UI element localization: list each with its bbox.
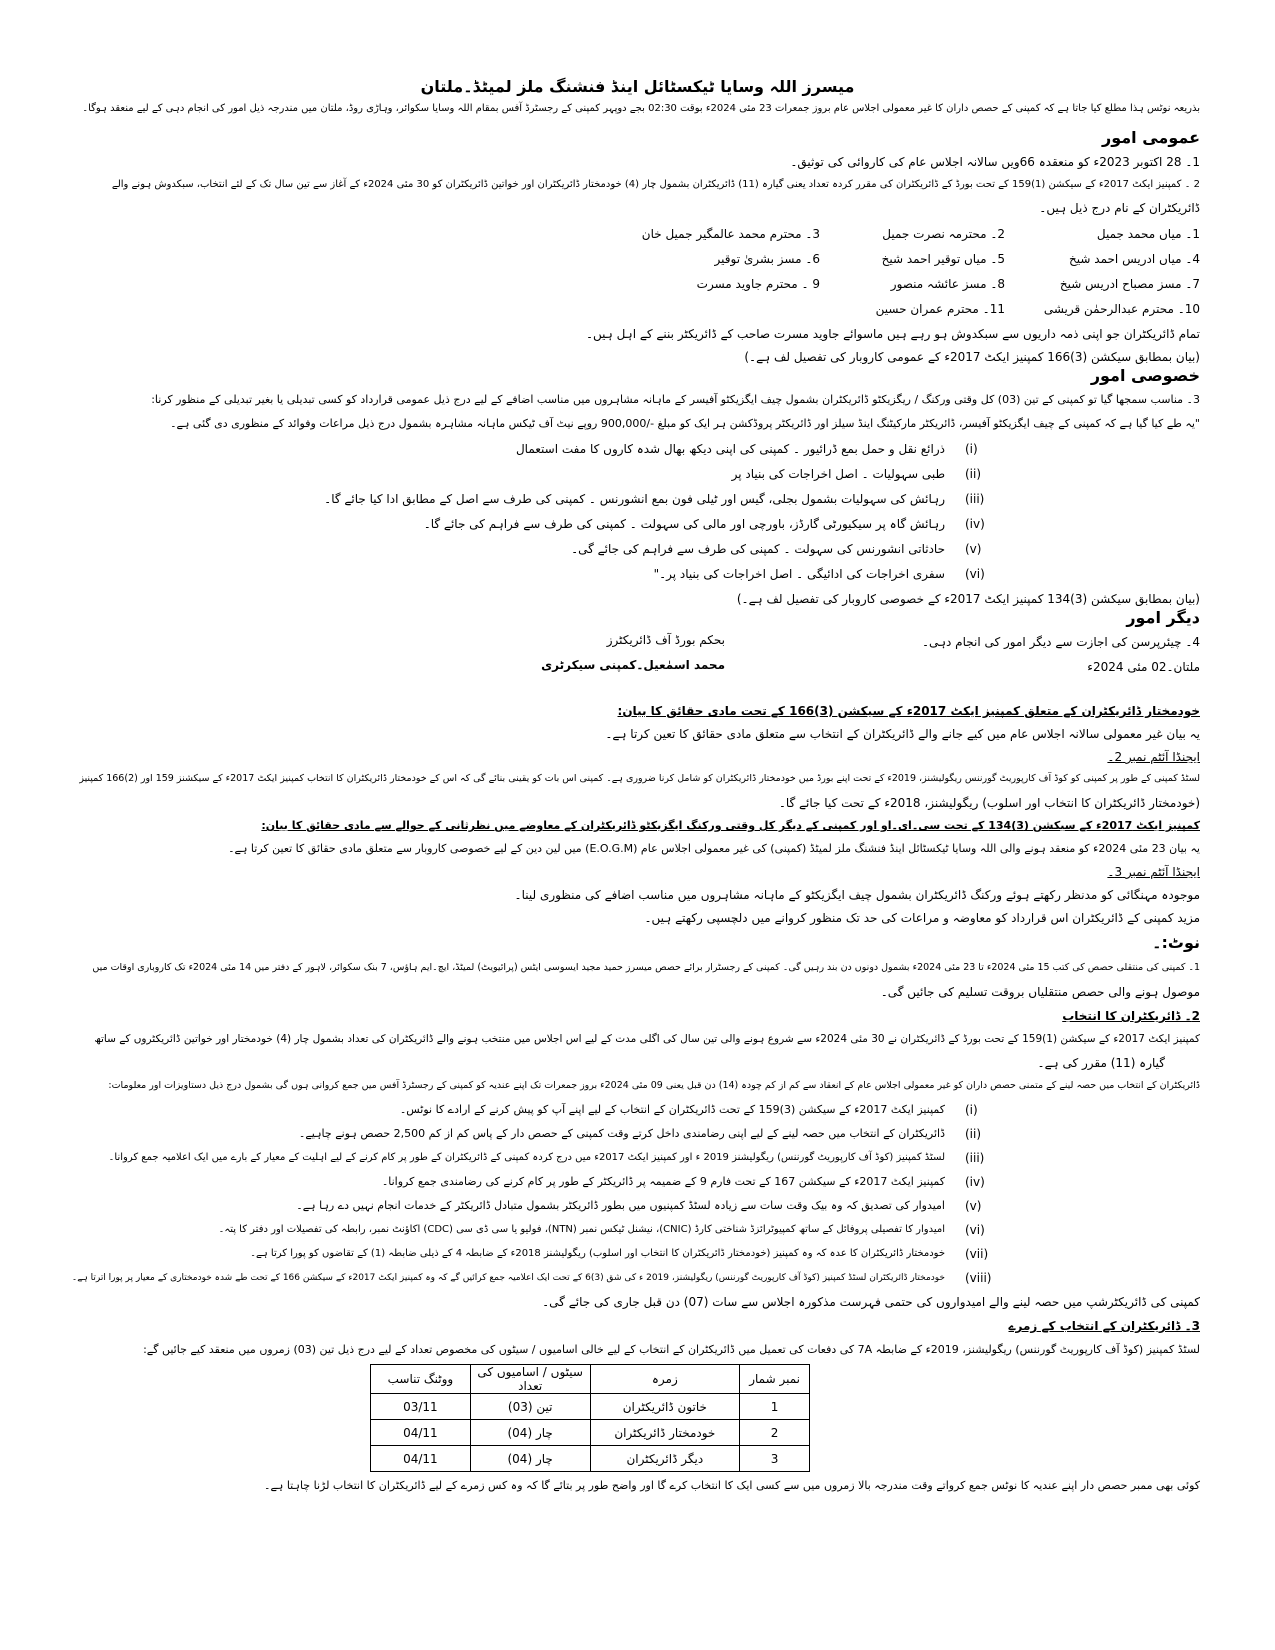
requirement-number: (i) (965, 1103, 978, 1117)
director-9: 9 ۔ محترم جاوید مسرت (696, 277, 820, 291)
note-2-heading: 2۔ ڈائریکٹران کا انتخاب (1062, 1009, 1200, 1023)
board-order: بحکم بورڈ آف ڈائریکٹرز (606, 633, 725, 647)
other-heading: دیگر امور (1126, 608, 1200, 627)
perk-number: (vi) (965, 567, 985, 581)
perk-number: (v) (965, 542, 982, 556)
table-header-row (371, 1365, 810, 1394)
special-item-3-line-2: "یہ طے کیا گیا ہے کہ کمپنی کے چیف ایگزیکٹو آفیسر، ڈائریکٹر مارکیٹنگ اینڈ سیلز اور ڈائریکٹر پروڈکشن ہر ایک کو مبلغ -/900,000 روپے نیٹ آف ٹیکس ماہانہ مشاہرہ بشمول درج ذیل مراعات وفوائد کے منظوری دی گئی ہے۔ (170, 417, 1200, 430)
intro-paragraph: بذریعہ نوٹس ہذا مطلع کیا جاتا ہے کہ کمپنی کے حصص داران کا غیر معمولی اجلاس عام بروز جمعرات 23 مئی 2024ء بوقت 02:30 بجے دوپہر کمپنی کے رجسٹرڈ آفس بمقام اللہ وسایا سکوائر، وہاڑی روڈ، ملتان میں مندرجہ ذیل امور کی انجام دہی کے لیے منعقد ہوگا۔ (82, 103, 1200, 114)
general-item-2-line-1: 2 ۔ کمپنیز ایکٹ 2017ء کے سیکشن (1)159 کے تحت بورڈ کے ڈائریکٹران کی مقرر کردہ تعداد یعنی گیارہ (11) ڈائریکٹران بشمول چار (4) خودمختار ڈائریکٹران اور خواتین ڈائریکٹران کو 30 مئی 2024ء کے آغاز سے تین سال تک کے لئے انتخاب، سبکدوش ہونے والے (111, 179, 1200, 190)
requirement-text: امیدوار کا تفصیلی پروفائل کے ساتھ کمپیوٹرائزڈ شناختی کارڈ (CNIC)، نیشنل ٹیکس نمبر (NTN)، فولیو یا سی ڈی سی (CDC) اکاؤنٹ نمبر، رابطہ کی تفصیلات اور دفتر کا پتہ۔ (218, 1224, 945, 1235)
header-category: زمرہ (590, 1365, 740, 1394)
requirement-number: (viii) (965, 1271, 992, 1285)
requirement-number: (iii) (965, 1151, 985, 1165)
requirement-number: (iv) (965, 1175, 985, 1189)
general-item-1: 1۔ 28 اکتوبر 2023ء کو منعقدہ 66ویں سالانہ اجلاس عام کی کاروائی کی توثیق۔ (790, 155, 1200, 169)
statement-166-heading: خودمختار ڈائریکٹران کے متعلق کمپنیز ایکٹ 2017ء کے سیکشن (3)166 کے تحت مادی حقائق کا بیان: (617, 704, 1200, 718)
statement-166-line-3: (خودمختار ڈائریکٹران کا انتخاب اور اسلوب) ریگولیشنز، 2018ء کے تحت کیا جائے گا۔ (778, 796, 1200, 810)
note-1-line-2: موصول ہونے والی حصص منتقلیاں بروقت تسلیم کی جائیں گی۔ (880, 985, 1200, 999)
header-seats: سیٹوں / اسامیوں کی تعداد (470, 1365, 590, 1394)
director-2: 2۔ محترمہ نصرت جمیل (882, 227, 1005, 241)
perk-text: سفری اخراجات کی ادائیگی ۔ اصل اخراجات کی بنیاد پر۔" (653, 567, 945, 581)
general-statement: (بیان بمطابق سیکشن (3)166 کمپنیز ایکٹ 2017ء کے عمومی کاروبار کی تفصیل لف ہے۔) (744, 350, 1200, 364)
statement-166-line-1: یہ بیان غیر معمولی سالانہ اجلاس عام میں کیے جانے والے ڈائریکٹران کے انتخاب سے متعلق مادی حقائق کا تعین کرتا ہے۔ (605, 727, 1200, 741)
note-2-line-3: ڈائریکٹران کے انتخاب میں حصہ لینے کے متمنی حصص داران کو غیر معمولی اجلاس عام کے انعقاد سے کم از کم چودہ (14) دن قبل یعنی 09 مئی 2024ء بروز جمعرات تک اپنے عندیہ کو کمپنی کے رجسٹرڈ آفس میں جمع کروانی ہوں گی بشمول درج ذیل دستاویزات اور معلومات: (108, 1080, 1200, 1091)
requirement-text: امیدوار کی تصدیق کہ وہ بیک وقت سات سے زیادہ لسٹڈ کمپنیوں میں بطور ڈائریکٹر بشمول متبادل ڈائریکٹر کے خدمات انجام نہیں دے رہا ہے۔ (296, 1199, 945, 1212)
perk-text: رہائش گاہ پر سیکیورٹی گارڈز، باورچی اور مالی کی سہولت ۔ کمپنی کی طرف سے فراہم کی جائے گا۔ (423, 517, 945, 531)
note-3-line-1: لسٹڈ کمپنیز (کوڈ آف کارپوریٹ گورننس) ریگولیشنز، 2019ء کے ضابطہ 7A کی دفعات کی تعمیل میں ڈائریکٹران کے انتخاب کے لیے خالی اسامیوں / سیٹوں کی مخصوص تعداد کے لیے درج ذیل تین (03) زمروں میں منعقد کیے جائیں گے: (143, 1343, 1200, 1356)
cell-serial: 1 (740, 1394, 810, 1420)
note-2-line-2: گیارہ (11) مقرر کی ہے۔ (1037, 1056, 1165, 1070)
director-7: 7۔ مسز مصباح ادریس شیخ (1059, 277, 1200, 291)
header-serial: نمبر شمار (740, 1365, 810, 1394)
statement-134-line-2: موجودہ مہنگائی کو مدنظر رکھتے ہوئے ورکنگ ڈائریکٹران بشمول چیف ایگزیکٹو کے ماہانہ مشاہروں میں مناسب اضافے کی منظوری لینا۔ (514, 888, 1200, 902)
cell-voting-ratio: 04/11 (371, 1446, 471, 1472)
notes-heading: نوٹ:۔ (1152, 933, 1200, 952)
perk-number: (iv) (965, 517, 985, 531)
cell-category: خودمختار ڈائریکٹران (590, 1420, 740, 1446)
perk-number: (i) (965, 442, 978, 456)
header-voting-ratio: ووٹنگ تناسب (371, 1365, 471, 1394)
cell-voting-ratio: 03/11 (371, 1394, 471, 1420)
company-secretary: محمد اسمٰعیل۔کمپنی سیکرٹری (541, 658, 725, 672)
director-6: 6۔ مسز بشریٰ توقیر (714, 252, 820, 266)
director-8: 8۔ مسز عائشہ منصور (890, 277, 1005, 291)
requirement-number: (v) (965, 1199, 982, 1213)
special-heading: خصوصی امور (1090, 366, 1200, 385)
notice-date: ملتان۔02 مئی 2024ء (1087, 660, 1200, 674)
note-3-heading: 3۔ ڈائریکٹران کے انتخاب کے زمرے (1008, 1319, 1200, 1333)
requirement-number: (vii) (965, 1247, 989, 1261)
general-heading: عمومی امور (1102, 128, 1200, 147)
special-statement: (بیان بمطابق سیکشن (3)134 کمپنیز ایکٹ 2017ء کے خصوصی کاروبار کی تفصیل لف ہے۔) (736, 592, 1200, 606)
table-row (371, 1446, 810, 1472)
statement-134-line-3: مزید کمپنی کے ڈائریکٹران اس قرارداد کو معاوضہ و مراعات کی حد تک منظور کروانے میں دلچسپی رکھتے ہیں۔ (644, 911, 1200, 925)
special-item-3-line-1: 3۔ مناسب سمجھا گیا تو کمپنی کے تین (03) کل وقتی ورکنگ / ریگزیکٹو ڈائریکٹران بشمول چیف ایگزیکٹو آفیسر کے ماہانہ مشاہروں میں مناسب اضافے کے لیے درج ذیل عمومی قرارداد کو کسی تبدیلی یا بغیر تبدیلی کے منظور کرنا: (151, 393, 1200, 406)
cell-serial: 3 (740, 1446, 810, 1472)
requirement-text: کمپنیز ایکٹ 2017ء کے سیکشن 167 کے تحت فارم 9 کے ضمیمہ پر ڈائریکٹر کے طور پر کام کرنے کی رضامندی جمع کروانا۔ (381, 1175, 945, 1188)
requirement-text: لسٹڈ کمپنیز (کوڈ آف کارپوریٹ گورننس) ریگولیشنز 2019 ء اور کمپنیز ایکٹ 2017ء میں درج کردہ کمپنی کے ڈائریکٹران کے طور پر کام کرنے کے لیے اہلیت کے معیار کے بارے میں ایک اعلامیہ جمع کروانا۔ (108, 1152, 945, 1163)
agenda-item-3: ایجنڈا آئٹم نمبر 3۔ (1107, 865, 1200, 879)
statement-166-line-2: لسٹڈ کمپنی کے طور پر کمپنی کو کوڈ آف کارپوریٹ گورننس ریگولیشنز، 2019ء کے تحت اپنے بورڈ میں خودمختار ڈائریکٹران کو شامل کرنا ضروری ہے۔ کمپنی اس بات کو یقینی بنائے گی کہ اس کے خودمختار ڈائریکٹران کا انتخاب کمپنیز ایکٹ 2017ء کے سیکشنز 159 اور (2)166 کمپنیز (79, 773, 1200, 784)
note-1-line-1: 1۔ کمپنی کی منتقلی حصص کی کتب 15 مئی 2024ء تا 23 مئی 2024ء بشمول دونوں دن بند رہیں گی۔ کمپنی کے رجسٹرار برائے حصص میسرز حمید مجید ایسوسی ایٹس (پرائیویٹ) لمیٹڈ، ایچ۔ایم ہاؤس، 7 بنک سکوائر، لاہور کے دفتر میں 14 مئی 2024ء تک کاروباری اوقات میں (92, 962, 1200, 973)
election-categories-table (370, 1364, 810, 1472)
director-11: 11۔ محترم عمران حسین (875, 302, 1005, 316)
perk-text: حادثاتی انشورنس کی سہولت ۔ کمپنی کی طرف سے فراہم کی جائے گی۔ (571, 542, 945, 556)
requirement-number: (vi) (965, 1223, 985, 1237)
requirement-number: (ii) (965, 1127, 982, 1141)
perk-text: رہائش کی سہولیات بشمول بجلی، گیس اور ٹیلی فون بمع انشورنس ۔ کمپنی کی طرف سے اصل کے مطابق ادا کیا جائے گا۔ (324, 492, 945, 506)
table-row (371, 1420, 810, 1446)
cell-seats: تین (03) (470, 1394, 590, 1420)
statement-134-heading: کمپنیز ایکٹ 2017ء کے سیکشن (3)134 کے تحت سی۔ای۔او اور کمپنی کے دیگر کل وقتی ورکنگ ایگزیکٹو ڈائریکٹران کے معاوضے میں نظرثانی کے حوالے سے مادی حقائق کا بیان: (261, 819, 1200, 832)
director-1: 1۔ میاں محمد جمیل (1096, 227, 1200, 241)
eligible-note: تمام ڈائریکٹران جو اپنی ذمہ داریوں سے سبکدوش ہو رہے ہیں ماسوائے جاوید مسرت صاحب کے ڈائریکٹر بننے کے اہل ہیں۔ (585, 327, 1200, 341)
note-2-line-1: کمپنیز ایکٹ 2017ء کے سیکشن (1)159 کے تحت بورڈ کے ڈائریکٹران نے 30 مئی 2024ء سے شروع ہونے والی تین سال کی اگلی مدت کے لیے اس اجلاس میں منتخب ہونے والے ڈائریکٹران کی تعداد بشمول چار (4) خودمختار اور خواتین ڈائریکٹروں کے ساتھ (94, 1033, 1200, 1045)
cell-voting-ratio: 04/11 (371, 1420, 471, 1446)
requirement-text: خودمختار ڈائریکٹران لسٹڈ کمپنیز (کوڈ آف کارپوریٹ گورننس) ریگولیشنز، 2019 ء کی شق (3)6 کے تحت ایک اعلامیہ جمع کرائیں گے کہ وہ کمپنیز ایکٹ 2017ء کے سیکشن 166 کے تحت طے شدہ خودمختاری کے معیار پر پورا اترتا ہے۔ (71, 1273, 945, 1283)
perk-number: (iii) (965, 492, 985, 506)
agenda-item-2: ایجنڈا آئٹم نمبر 2۔ (1107, 750, 1200, 764)
statement-134-line-1: یہ بیان 23 مئی 2024ء کو منعقد ہونے والی اللہ وسایا ٹیکسٹائل اینڈ فنشنگ ملز لمیٹڈ (کمپنی) کی غیر معمولی اجلاس عام (E.O.G.M) میں لین دین کے لیے خصوصی کاروبار سے متعلق مادی حقائق کا تعین کرتا ہے۔ (228, 842, 1200, 855)
cell-category: خاتون ڈائریکٹران (590, 1394, 740, 1420)
cell-seats: چار (04) (470, 1446, 590, 1472)
cell-category: دیگر ڈائریکٹران (590, 1446, 740, 1472)
director-3: 3۔ محترم محمد عالمگیر جمیل خان (641, 227, 820, 241)
cell-serial: 2 (740, 1420, 810, 1446)
requirement-text: خودمختار ڈائریکٹران کا عدہ کہ وہ کمپنیز (خودمختار ڈائریکٹران کا انتخاب اور اسلوب) ریگولیشنز 2018ء کے ضابطہ 4 کے ذیلی ضابطہ (1) کے تقاضوں کو پورا کرتا ہے۔ (250, 1248, 945, 1259)
other-item-4: 4۔ چیئرپرسن کی اجازت سے دیگر امور کی انجام دہی۔ (921, 635, 1200, 649)
cell-seats: چار (04) (470, 1420, 590, 1446)
requirement-text: کمپنیز ایکٹ 2017ء کے سیکشن (3)159 کے تحت ڈائریکٹران کے انتخاب کے لیے اپنے آپ کو پیش کرنے کے ارادے کا نوٹس۔ (399, 1103, 945, 1116)
director-5: 5۔ میاں توقیر احمد شیخ (881, 252, 1005, 266)
director-4: 4۔ میاں ادریس احمد شیخ (1069, 252, 1200, 266)
company-title: میسرز اللہ وسایا ٹیکسٹائل اینڈ فنشنگ ملز لمیٹڈ۔ملتان (420, 77, 855, 96)
director-10: 10۔ محترم عبدالرحمٰن قریشی (1043, 302, 1200, 316)
table-row (371, 1394, 810, 1420)
perk-number: (ii) (965, 467, 982, 481)
requirement-text: ڈائریکٹران کے انتخاب میں حصہ لینے کے لیے اپنی رضامندی داخل کرتے وقت کمپنی کے حصص دار کے پاس کم از کم 2,500 حصص ہونے چاہیے۔ (298, 1127, 945, 1140)
perk-text: ذرائع نقل و حمل بمع ڈرائیور ۔ کمپنی کی اپنی دیکھ بھال شدہ کاروں کا مفت استعمال (515, 442, 945, 456)
general-item-2-line-2: ڈائریکٹران کے نام درج ذیل ہیں۔ (1039, 201, 1200, 215)
perk-text: طبی سہولیات ۔ اصل اخراجات کی بنیاد پر (731, 467, 945, 481)
footer-note: کوئی بھی ممبر حصص دار اپنے عندیہ کا نوٹس جمع کرواتے وقت مندرجہ بالا زمروں میں سے کسی ایک کا انتخاب کرے گا اور واضح طور پر بتائے گا کہ وہ کس زمرے کے لیے ڈائریکٹران کا انتخاب لڑنا چاہتا ہے۔ (264, 1479, 1200, 1492)
note-2-last-line: کمپنی کی ڈائریکٹرشپ میں حصہ لینے والے امیدواروں کی حتمی فہرست مذکورہ اجلاس سے سات (07) دن قبل جاری کی جائے گی۔ (542, 1295, 1200, 1309)
